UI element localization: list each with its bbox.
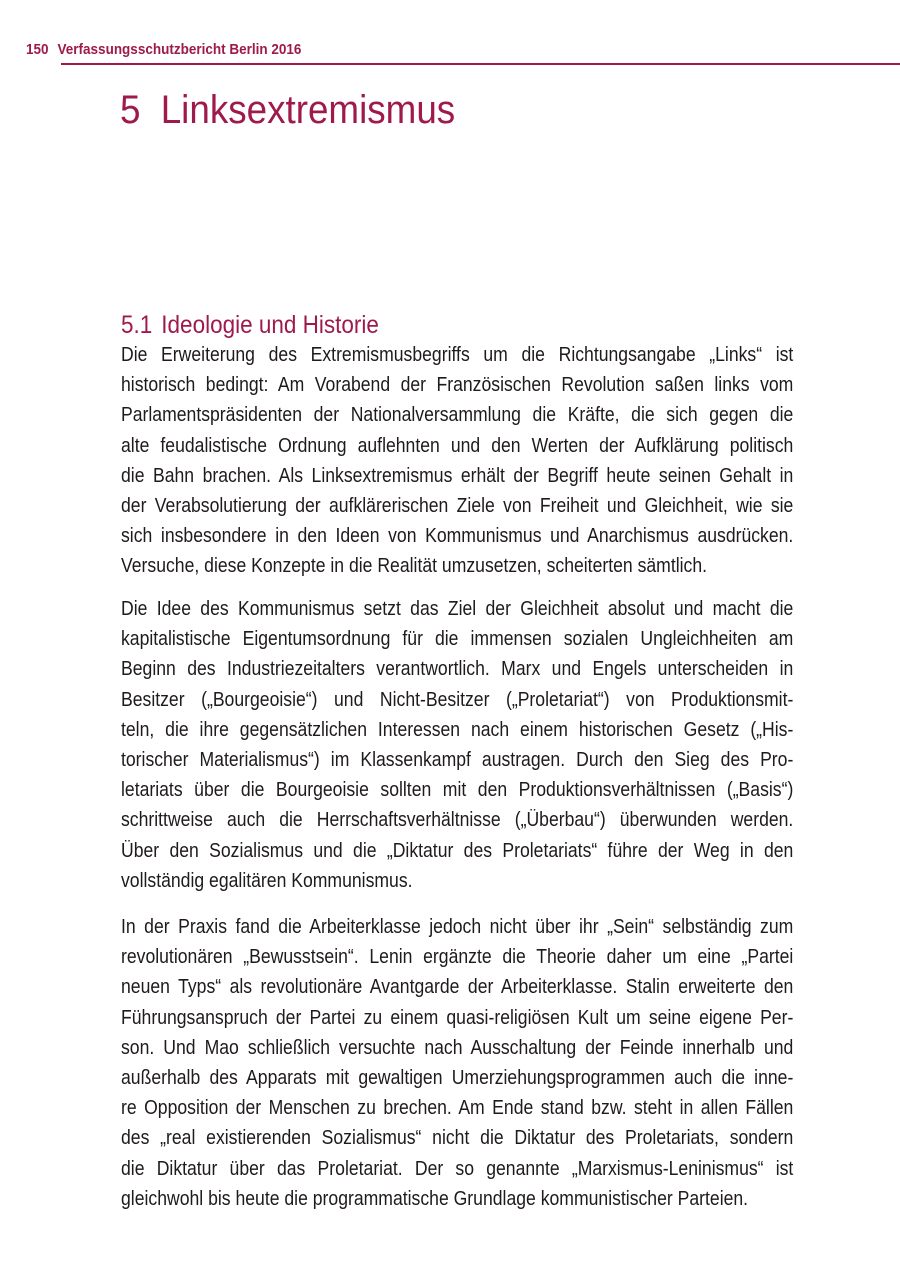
text-line: Die Idee des Kommunismus setzt das Ziel der Gleichheit absolut und macht die	[121, 598, 794, 620]
section-heading	[121, 311, 379, 340]
text-line: neuen Typs“ als revolutionäre Avantgarde der Arbeiterklasse. Stalin erweiterte den	[121, 976, 794, 999]
paragraph-2	[121, 594, 885, 896]
text-line: sich insbesondere in den Ideen von Kommunismus und Anarchismus ausdrücken.	[121, 525, 794, 548]
chapter-number: 5	[120, 88, 141, 132]
text-line: alte feudalistische Ordnung auflehnten und den Werten der Aufklärung politisch	[121, 434, 794, 457]
running-title: Verfassungsschutzbericht Berlin 2016	[57, 41, 302, 58]
running-header	[26, 41, 301, 58]
text-line: son. Und Mao schließlich versuchte nach Ausschaltung der Feinde innerhalb und	[121, 1036, 794, 1059]
text-line: Die Erweiterung des Extremismusbegriffs um die Richtungsangabe „Links“ ist	[121, 344, 794, 366]
text-line: Beginn des Industriezeitalters verantwortlich. Marx und Engels unterscheiden in	[121, 658, 794, 681]
section-title: Ideologie und Historie	[161, 311, 379, 339]
text-line: Parlamentspräsidenten der Nationalversammlung die Kräfte, die sich gegen die	[121, 404, 794, 427]
chapter-title: Linksextremismus	[160, 88, 456, 132]
text-line: Über den Sozialismus und die „Diktatur des Proletariats“ führe der Weg in den	[121, 839, 794, 862]
text-line: teln, die ihre gegensätzlichen Interessen nach einem historischen Gesetz („His-	[121, 718, 794, 741]
text-line: schrittweise auch die Herrschaftsverhältnisse („Überbau“) überwunden werden.	[121, 809, 794, 832]
text-line: die Bahn brachen. Als Linksextremismus erhält der Begriff heute seinen Gehalt in	[121, 464, 794, 487]
text-line: Besitzer („Bourgeoisie“) und Nicht-Besitzer („Proletariat“) von Produktionsmit-	[121, 688, 794, 711]
chapter-heading	[120, 88, 455, 133]
text-line: torischer Materialismus“) im Klassenkampf austragen. Durch den Sieg des Pro-	[121, 748, 794, 771]
text-line: kapitalistische Eigentumsordnung für die immensen sozialen Ungleichheiten am	[121, 628, 794, 651]
section-number: 5.1	[121, 311, 153, 339]
paragraph-3	[121, 912, 885, 1214]
text-line: letariats über die Bourgeoisie sollten mit den Produktionsverhältnissen („Basis“)	[121, 779, 794, 802]
paragraph-1	[121, 340, 885, 582]
text-line: Versuche, diese Konzepte in die Realität umzusetzen, scheiterten sämtlich.	[121, 555, 708, 578]
text-line: historisch bedingt: Am Vorabend der Französischen Revolution saßen links vom	[121, 374, 794, 397]
text-line: vollständig egalitären Kommunismus.	[121, 869, 413, 892]
header-rule	[61, 63, 900, 65]
text-line: gleichwohl bis heute die programmatische Grundlage kommunistischer Parteien.	[121, 1187, 749, 1210]
text-line: außerhalb des Apparats mit gewaltigen Umerziehungsprogrammen auch die inne-	[121, 1066, 794, 1089]
text-line: Führungsanspruch der Partei zu einem quasi-religiösen Kult um seine eigene Per-	[121, 1006, 794, 1029]
page-number: 150	[26, 41, 49, 58]
text-line: revolutionären „Bewusstsein“. Lenin ergänzte die Theorie daher um eine „Partei	[121, 946, 794, 969]
text-line: des „real existierenden Sozialismus“ nicht die Diktatur des Proletariats, sondern	[121, 1127, 794, 1150]
text-line: re Opposition der Menschen zu brechen. Am Ende stand bzw. steht in allen Fällen	[121, 1097, 794, 1120]
text-line: der Verabsolutierung der aufklärerischen Ziele von Freiheit und Gleichheit, wie sie	[121, 494, 794, 517]
text-line: In der Praxis fand die Arbeiterklasse jedoch nicht über ihr „Sein“ selbständig zum	[121, 916, 794, 938]
text-line: die Diktatur über das Proletariat. Der so genannte „Marxismus-Leninismus“ ist	[121, 1157, 794, 1180]
